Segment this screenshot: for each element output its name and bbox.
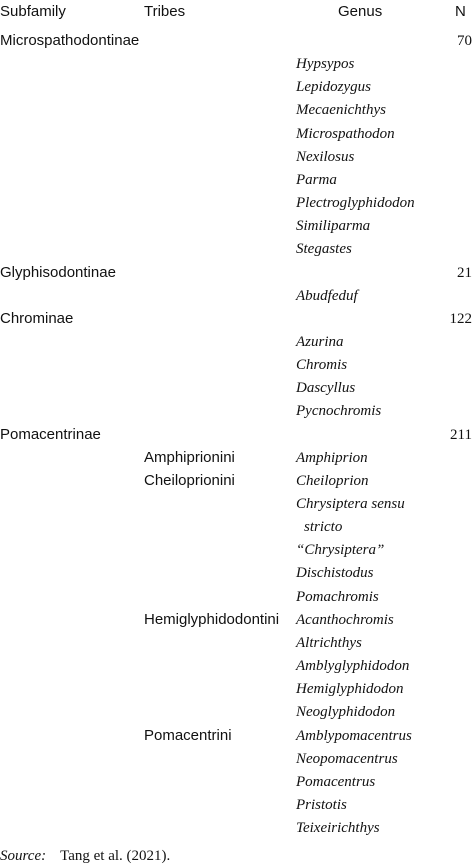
genus-name: Similiparma bbox=[296, 218, 371, 234]
genus-name: Dascyllus bbox=[296, 380, 356, 396]
tribe-name: Amphiprionini bbox=[144, 449, 235, 466]
subfamily-name: Chrominae bbox=[0, 310, 74, 327]
genus-name: “Chrysiptera” bbox=[296, 542, 385, 558]
genus-name: Azurina bbox=[296, 334, 344, 350]
genus-name: Amblypomacentrus bbox=[296, 728, 412, 744]
subfamily-name: Glyphisodontinae bbox=[0, 264, 116, 281]
genus-name: Chromis bbox=[296, 357, 348, 373]
subfamily-name: Pomacentrinae bbox=[0, 426, 101, 443]
genus-name: Nexilosus bbox=[296, 149, 355, 165]
count-value: 211 bbox=[450, 427, 472, 443]
genus-name: Amphiprion bbox=[296, 450, 368, 466]
genus-name: Stegastes bbox=[296, 241, 352, 257]
genus-name: Hypsypos bbox=[296, 56, 355, 72]
count-value: 122 bbox=[449, 311, 472, 327]
header-n: N bbox=[455, 3, 466, 20]
count-value: 70 bbox=[457, 33, 472, 49]
genus-name: stricto bbox=[304, 519, 343, 535]
subfamily-name: Microspathodontinae bbox=[0, 32, 140, 49]
genus-name: Plectroglyphidodon bbox=[296, 195, 415, 211]
genus-name: Acanthochromis bbox=[296, 612, 394, 628]
genus-name: Microspathodon bbox=[296, 126, 395, 142]
genus-name: Pycnochromis bbox=[296, 403, 382, 419]
source-text: Tang et al. (2021). bbox=[60, 848, 171, 864]
genus-name: Teixeirichthys bbox=[296, 820, 380, 836]
source-label: Source: bbox=[0, 848, 47, 864]
genus-name: Lepidozygus bbox=[296, 79, 371, 95]
genus-name: Abudfeduf bbox=[296, 288, 358, 304]
header-subfamily: Subfamily bbox=[0, 3, 66, 20]
header-genus: Genus bbox=[338, 3, 383, 20]
genus-name: Chrysiptera sensu bbox=[296, 496, 405, 512]
genus-name: Hemiglyphidodon bbox=[296, 681, 404, 697]
header-tribes: Tribes bbox=[144, 3, 186, 20]
genus-name: Altrichthys bbox=[296, 635, 362, 651]
tribe-name: Pomacentrini bbox=[144, 727, 232, 744]
tribe-name: Hemiglyphidodontini bbox=[144, 611, 280, 628]
genus-name: Pristotis bbox=[296, 797, 347, 813]
genus-name: Neopomacentrus bbox=[296, 751, 398, 767]
genus-name: Dischistodus bbox=[296, 565, 374, 581]
genus-name: Amblyglyphidodon bbox=[296, 658, 410, 674]
tribe-name: Cheiloprionini bbox=[144, 472, 235, 489]
genus-name: Neoglyphidodon bbox=[296, 704, 396, 720]
source-note bbox=[0, 846, 170, 866]
genus-name: Cheiloprion bbox=[296, 473, 369, 489]
genus-name: Parma bbox=[296, 172, 337, 188]
genus-name: Mecaenichthys bbox=[296, 102, 386, 118]
count-value: 21 bbox=[457, 265, 472, 281]
genus-name: Pomacentrus bbox=[296, 774, 376, 790]
genus-name: Pomachromis bbox=[296, 589, 379, 605]
